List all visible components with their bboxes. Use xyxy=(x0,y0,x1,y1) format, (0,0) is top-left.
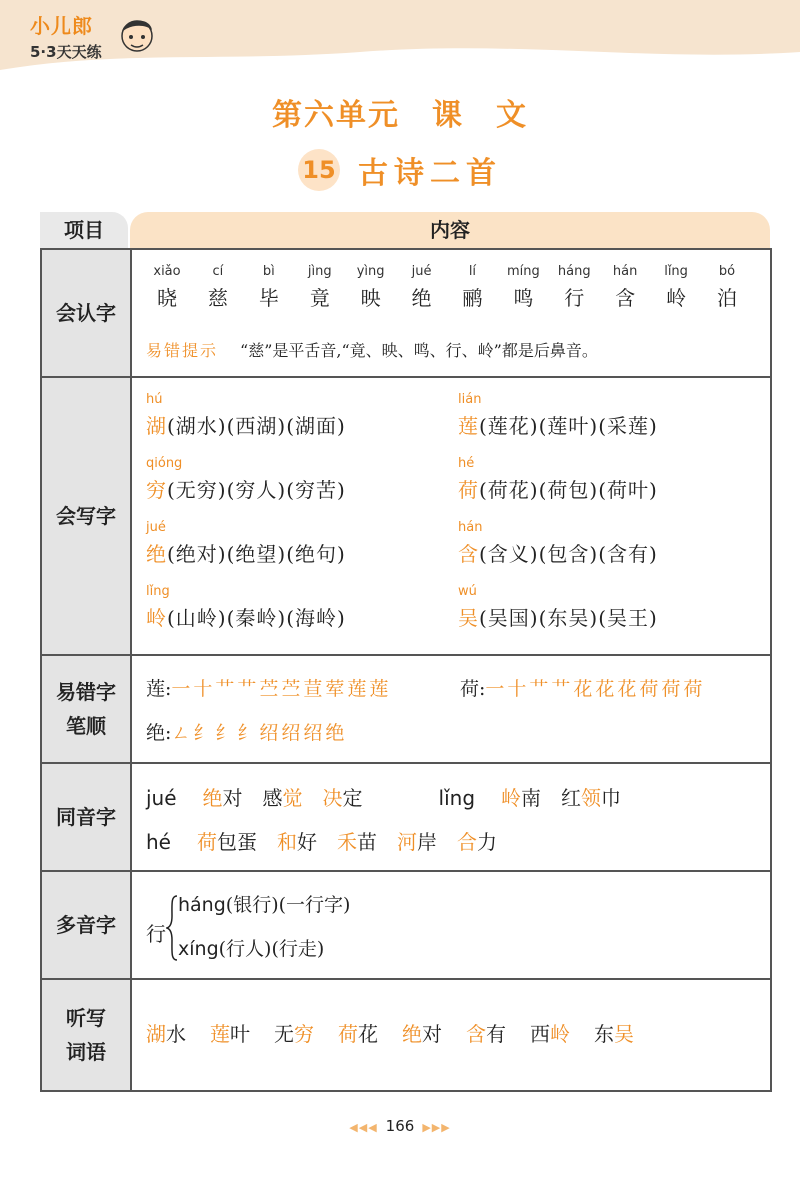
char-pinyin: bó xyxy=(718,264,736,279)
write-char: 绝 xyxy=(146,542,167,566)
write-words: (荷花)(荷包)(荷叶) xyxy=(479,478,658,502)
homophone-word xyxy=(323,786,363,810)
row-label xyxy=(42,980,132,1090)
word-other-char: 无 xyxy=(274,1022,294,1046)
char-hanzi: 绝 xyxy=(411,286,432,310)
char-pinyin: cí xyxy=(212,264,224,279)
word-other-char: 西 xyxy=(530,1022,550,1046)
row-label xyxy=(42,656,132,762)
word-target-char: 领 xyxy=(581,786,602,810)
logo-sub-text: 5·3天天练 xyxy=(30,43,102,61)
reading-words: (行人)(行走) xyxy=(218,938,325,960)
dictation-word xyxy=(338,1022,378,1046)
boy-mascot-icon xyxy=(118,14,156,58)
char-pinyin: jué xyxy=(411,264,432,279)
char-hanzi: 含 xyxy=(615,286,636,310)
char-pinyin: yìng xyxy=(356,264,385,279)
write-char: 湖 xyxy=(146,414,167,438)
dictation-word xyxy=(210,1022,250,1046)
write-item xyxy=(458,392,758,439)
dictation-word xyxy=(274,1022,314,1046)
reading-pinyin: háng xyxy=(178,894,226,916)
word-other-char: 定 xyxy=(342,786,363,810)
word-target-char: 岭 xyxy=(550,1022,570,1046)
write-line xyxy=(146,538,446,567)
word-other-char: 水 xyxy=(166,1022,186,1046)
word-other-char: 力 xyxy=(476,830,497,854)
char-pinyin: xiǎo xyxy=(153,264,181,279)
char-hanzi: 岭 xyxy=(666,286,687,310)
char-card xyxy=(551,264,597,310)
homophone-word xyxy=(263,786,303,810)
word-other-char: 叶 xyxy=(230,1022,250,1046)
write-line xyxy=(146,410,446,439)
word-target-char: 岭 xyxy=(501,786,522,810)
word-other-char: 有 xyxy=(486,1022,506,1046)
char-hanzi: 鹂 xyxy=(462,286,483,310)
word-other-char: 红 xyxy=(561,786,582,810)
prev-arrows-icon: ◀◀◀ xyxy=(349,1121,378,1134)
write-char: 岭 xyxy=(146,606,167,630)
stroke-prefix: 绝: xyxy=(146,722,172,744)
word-other-char: 对 xyxy=(422,1022,442,1046)
word-other-char: 岸 xyxy=(416,830,437,854)
homophone-word xyxy=(277,830,317,854)
tip-text: “慈”是平舌音,“竟、映、鸣、行、岭”都是后鼻音。 xyxy=(240,341,598,360)
word-target-char: 决 xyxy=(322,786,343,810)
char-pinyin: hán xyxy=(612,264,638,279)
write-words: (湖水)(西湖)(湖面) xyxy=(167,414,346,438)
write-line xyxy=(458,538,758,567)
word-target-char: 吴 xyxy=(614,1022,634,1046)
stroke-sequence: 一十艹艹苎苎荁荤莲莲 xyxy=(171,678,392,700)
write-item xyxy=(458,520,758,567)
char-card xyxy=(195,264,241,310)
write-pinyin: qióng xyxy=(146,456,183,471)
study-table xyxy=(40,212,770,1090)
char-hanzi: 行 xyxy=(564,286,585,310)
polyphone-reading-2 xyxy=(178,934,324,961)
write-pinyin: hú xyxy=(146,392,163,407)
table-row-polyphone xyxy=(42,872,770,980)
row-label-line1: 易错字 xyxy=(56,680,116,704)
char-pinyin: míng xyxy=(506,264,540,279)
dictation-word xyxy=(530,1022,570,1046)
lesson-name: 古诗二首 xyxy=(358,156,502,191)
polyphone-char: 行 xyxy=(146,922,166,946)
lesson-number-badge: 15 xyxy=(298,149,340,191)
homophone-word xyxy=(203,786,243,810)
homophone-word xyxy=(501,786,541,810)
word-target-char: 荷 xyxy=(196,830,217,854)
write-words: (无穷)(穷人)(穷苦) xyxy=(167,478,346,502)
char-card xyxy=(144,264,190,310)
dictation-word xyxy=(594,1022,634,1046)
next-arrows-icon: ▶▶▶ xyxy=(422,1121,451,1134)
stroke-sequence: ㄥ纟纟纟绍绍绍绝 xyxy=(171,722,348,744)
unit-title: 第六单元 课 文 xyxy=(272,98,528,133)
stroke-order-he xyxy=(460,674,705,701)
word-target-char: 禾 xyxy=(336,830,357,854)
write-words: (吴国)(东吴)(吴王) xyxy=(479,606,658,630)
lesson-title xyxy=(0,148,800,192)
word-target-char: 绝 xyxy=(202,786,223,810)
write-pinyin: hán xyxy=(458,520,483,535)
table-row-homophones xyxy=(42,764,770,872)
word-target-char: 穷 xyxy=(294,1022,314,1046)
brand-logo xyxy=(30,10,102,62)
page-number: 166 xyxy=(385,1117,415,1135)
write-pinyin: jué xyxy=(146,520,166,535)
row-label-line2: 词语 xyxy=(66,1040,106,1064)
word-other-char: 对 xyxy=(222,786,243,810)
table-row-recognize xyxy=(42,250,770,378)
homophone-pinyin: hé xyxy=(146,830,171,854)
word-target-char: 合 xyxy=(456,830,477,854)
word-target-char: 含 xyxy=(466,1022,486,1046)
reading-pinyin: xíng xyxy=(178,938,219,960)
char-hanzi: 慈 xyxy=(207,286,228,310)
char-hanzi: 晓 xyxy=(157,286,177,310)
dictation-word xyxy=(466,1022,506,1046)
row-label: 会写字 xyxy=(42,378,132,654)
homophone-word xyxy=(397,830,437,854)
write-item xyxy=(146,456,446,503)
tip-line xyxy=(146,338,598,361)
stroke-prefix: 荷: xyxy=(460,678,486,700)
write-pinyin: wú xyxy=(458,584,477,599)
brace-icon xyxy=(166,894,178,962)
char-card xyxy=(399,264,445,310)
write-char: 荷 xyxy=(458,478,479,502)
write-char: 莲 xyxy=(458,414,479,438)
word-other-char: 花 xyxy=(358,1022,378,1046)
row-label: 多音字 xyxy=(42,872,132,978)
write-words: (莲花)(莲叶)(采莲) xyxy=(479,414,658,438)
write-item xyxy=(458,584,758,631)
word-other-char: 南 xyxy=(521,786,542,810)
char-pinyin: lǐng xyxy=(664,264,688,279)
word-target-char: 荷 xyxy=(338,1022,358,1046)
write-words: (含义)(包含)(含有) xyxy=(479,542,658,566)
char-card xyxy=(449,264,495,310)
char-pinyin: háng xyxy=(557,264,591,279)
word-other-char: 东 xyxy=(594,1022,614,1046)
table-row-write xyxy=(42,378,770,656)
write-line xyxy=(146,602,446,631)
char-hanzi: 泊 xyxy=(716,286,737,310)
write-line xyxy=(458,602,758,631)
write-item xyxy=(146,392,446,439)
char-hanzi: 鸣 xyxy=(513,286,534,310)
char-hanzi: 毕 xyxy=(258,286,279,310)
header-item: 项目 xyxy=(40,212,128,248)
polyphone-reading-1 xyxy=(178,890,350,917)
char-pinyin: jìng xyxy=(307,264,332,279)
word-target-char: 河 xyxy=(396,830,417,854)
char-card xyxy=(246,264,292,310)
tip-label: 易错提示 xyxy=(146,341,219,360)
write-char: 穷 xyxy=(146,478,167,502)
char-card xyxy=(653,264,699,310)
homophone-word xyxy=(337,830,377,854)
write-char: 吴 xyxy=(458,606,479,630)
homophone-line xyxy=(146,782,641,811)
stroke-order-jue xyxy=(146,718,347,745)
write-words: (山岭)(秦岭)(海岭) xyxy=(167,606,346,630)
homophone-pinyin: jué xyxy=(146,786,177,810)
write-item xyxy=(146,584,446,631)
recognize-chars xyxy=(144,264,750,310)
write-line xyxy=(146,474,446,503)
dictation-words xyxy=(146,1018,658,1047)
stroke-prefix: 莲: xyxy=(146,678,172,700)
row-label-line1: 听写 xyxy=(66,1006,106,1030)
page-footer xyxy=(0,1116,800,1135)
write-item xyxy=(146,520,446,567)
row-label: 同音字 xyxy=(42,764,132,870)
word-other-char: 好 xyxy=(296,830,317,854)
char-card xyxy=(297,264,343,310)
logo-main-text: 小儿郎 xyxy=(30,14,93,38)
homophone-word xyxy=(197,830,257,854)
table-row-dictation xyxy=(42,980,770,1090)
word-target-char: 和 xyxy=(276,830,297,854)
table-body xyxy=(40,248,772,1092)
table-row-stroke-order xyxy=(42,656,770,764)
word-target-char: 觉 xyxy=(282,786,303,810)
write-pinyin: hé xyxy=(458,456,475,471)
write-item xyxy=(458,456,758,503)
word-target-char: 湖 xyxy=(146,1022,166,1046)
homophone-word xyxy=(457,830,497,854)
dictation-word xyxy=(402,1022,442,1046)
write-pinyin: lián xyxy=(458,392,482,407)
row-label: 会认字 xyxy=(42,250,132,376)
char-card xyxy=(704,264,750,310)
char-hanzi: 竟 xyxy=(309,286,330,310)
stroke-sequence: 一十艹艹花花花荷荷荷 xyxy=(485,678,706,700)
word-other-char: 巾 xyxy=(601,786,622,810)
row-label-line2: 笔顺 xyxy=(66,714,106,738)
char-pinyin: bì xyxy=(262,264,275,279)
write-line xyxy=(458,410,758,439)
reading-words: (银行)(一行字) xyxy=(225,894,351,916)
char-card xyxy=(602,264,648,310)
char-pinyin: lí xyxy=(468,264,477,279)
word-target-char: 莲 xyxy=(210,1022,230,1046)
dictation-word xyxy=(146,1022,186,1046)
homophone-pinyin: lǐng xyxy=(438,786,476,810)
word-other-char: 苗 xyxy=(356,830,377,854)
homophone-line xyxy=(146,826,517,855)
homophone-word xyxy=(561,786,621,810)
write-words: (绝对)(绝望)(绝句) xyxy=(167,542,346,566)
write-line xyxy=(458,474,758,503)
stroke-order-lian xyxy=(146,674,391,701)
header-content: 内容 xyxy=(130,212,770,248)
write-pinyin: lǐng xyxy=(146,584,170,599)
write-char: 含 xyxy=(458,542,479,566)
char-card xyxy=(348,264,394,310)
char-card xyxy=(500,264,546,310)
word-other-char: 感 xyxy=(262,786,283,810)
word-other-char: 包蛋 xyxy=(216,830,257,854)
char-hanzi: 映 xyxy=(360,286,381,310)
word-target-char: 绝 xyxy=(402,1022,422,1046)
